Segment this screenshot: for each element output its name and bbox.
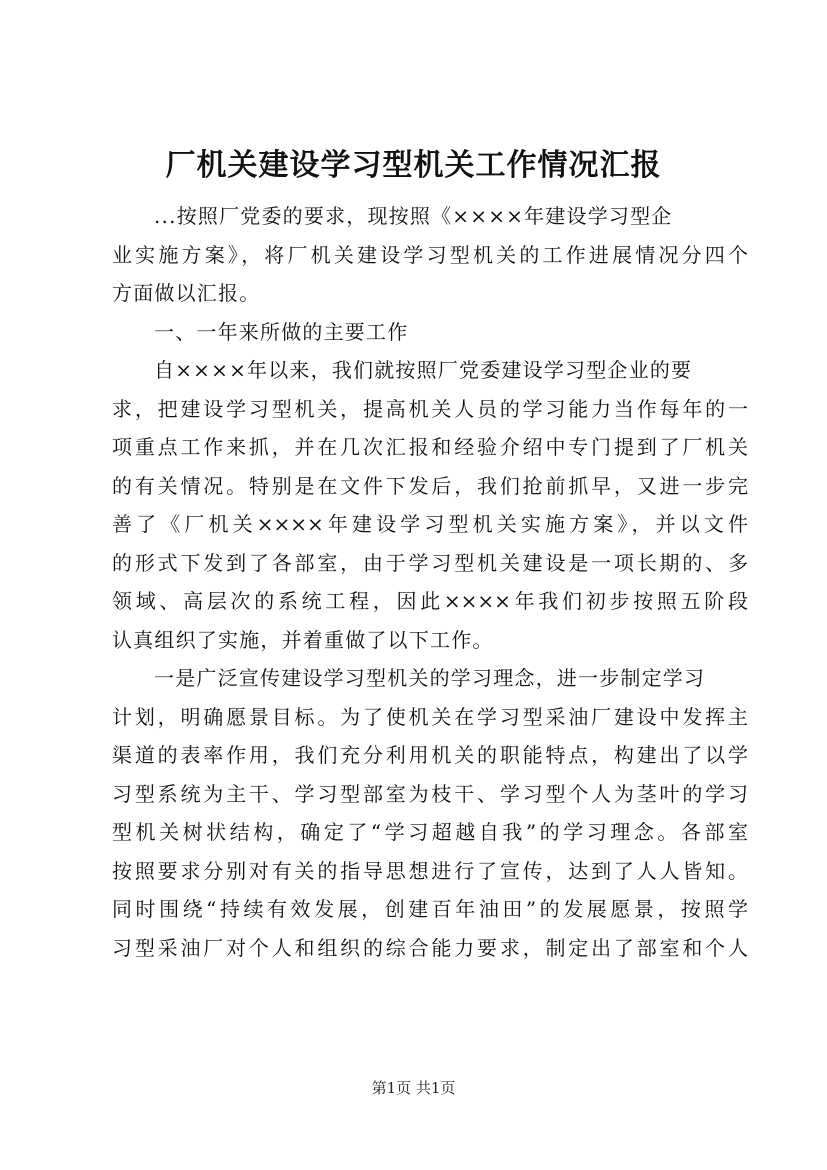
body-line: 自××××年以来，我们就按照厂党委建设学习型企业的要	[154, 358, 693, 382]
body-line: 同时围绕“持续有效发展，创建百年油田”的发展愿景，按照学	[112, 897, 748, 921]
body-line: 求，把建设学习型机关，提高机关人员的学习能力当作每年的一	[112, 396, 748, 421]
document-body	[112, 197, 748, 967]
body-line: 的有关情况。特别是在文件下发后，我们抢前抓早，又进一步完	[112, 473, 748, 498]
body-line: 善了《厂机关××××年建设学习型机关实施方案》，并以文件	[112, 512, 748, 536]
page-number: 第1页 共1页	[371, 1079, 456, 1097]
body-line: 习型系统为主干、学习型部室为枝干、学习型个人为茎叶的学习	[112, 781, 748, 806]
document-title: 厂机关建设学习型机关工作情况汇报	[165, 148, 662, 183]
body-line: 认真组织了实施，并着重做了以下工作。	[112, 627, 494, 652]
body-line: 一是广泛宣传建设学习型机关的学习理念，进一步制定学习	[154, 666, 706, 690]
body-line: 计划，明确愿景目标。为了使机关在学习型采油厂建设中发挥主	[112, 704, 748, 729]
body-line: ...按照厂党委的要求，现按照《××××年建设学习型企	[154, 204, 673, 228]
body-line: 项重点工作来抓，并在几次汇报和经验介绍中专门提到了厂机关	[112, 435, 748, 459]
page-footer	[0, 1077, 827, 1099]
body-line: 方面做以汇报。	[112, 281, 261, 305]
body-line: 的形式下发到了各部室，由于学习型机关建设是一项长期的、多	[112, 550, 748, 575]
body-line: 习型采油厂对个人和组织的综合能力要求，制定出了部室和个人	[112, 935, 748, 960]
body-line: 业实施方案》，将厂机关建设学习型机关的工作进展情况分四个	[112, 242, 748, 267]
body-line: 渠道的表率作用，我们充分利用机关的职能特点，构建出了以学	[112, 743, 748, 767]
body-line: 按照要求分别对有关的指导思想进行了宣传，达到了人人皆知。	[112, 858, 748, 883]
section-heading: 一、一年来所做的主要工作	[154, 319, 409, 344]
body-line: 型机关树状结构，确定了“学习超越自我”的学习理念。各部室	[112, 820, 748, 844]
body-line: 领域、高层次的系统工程，因此××××年我们初步按照五阶段	[112, 589, 748, 613]
